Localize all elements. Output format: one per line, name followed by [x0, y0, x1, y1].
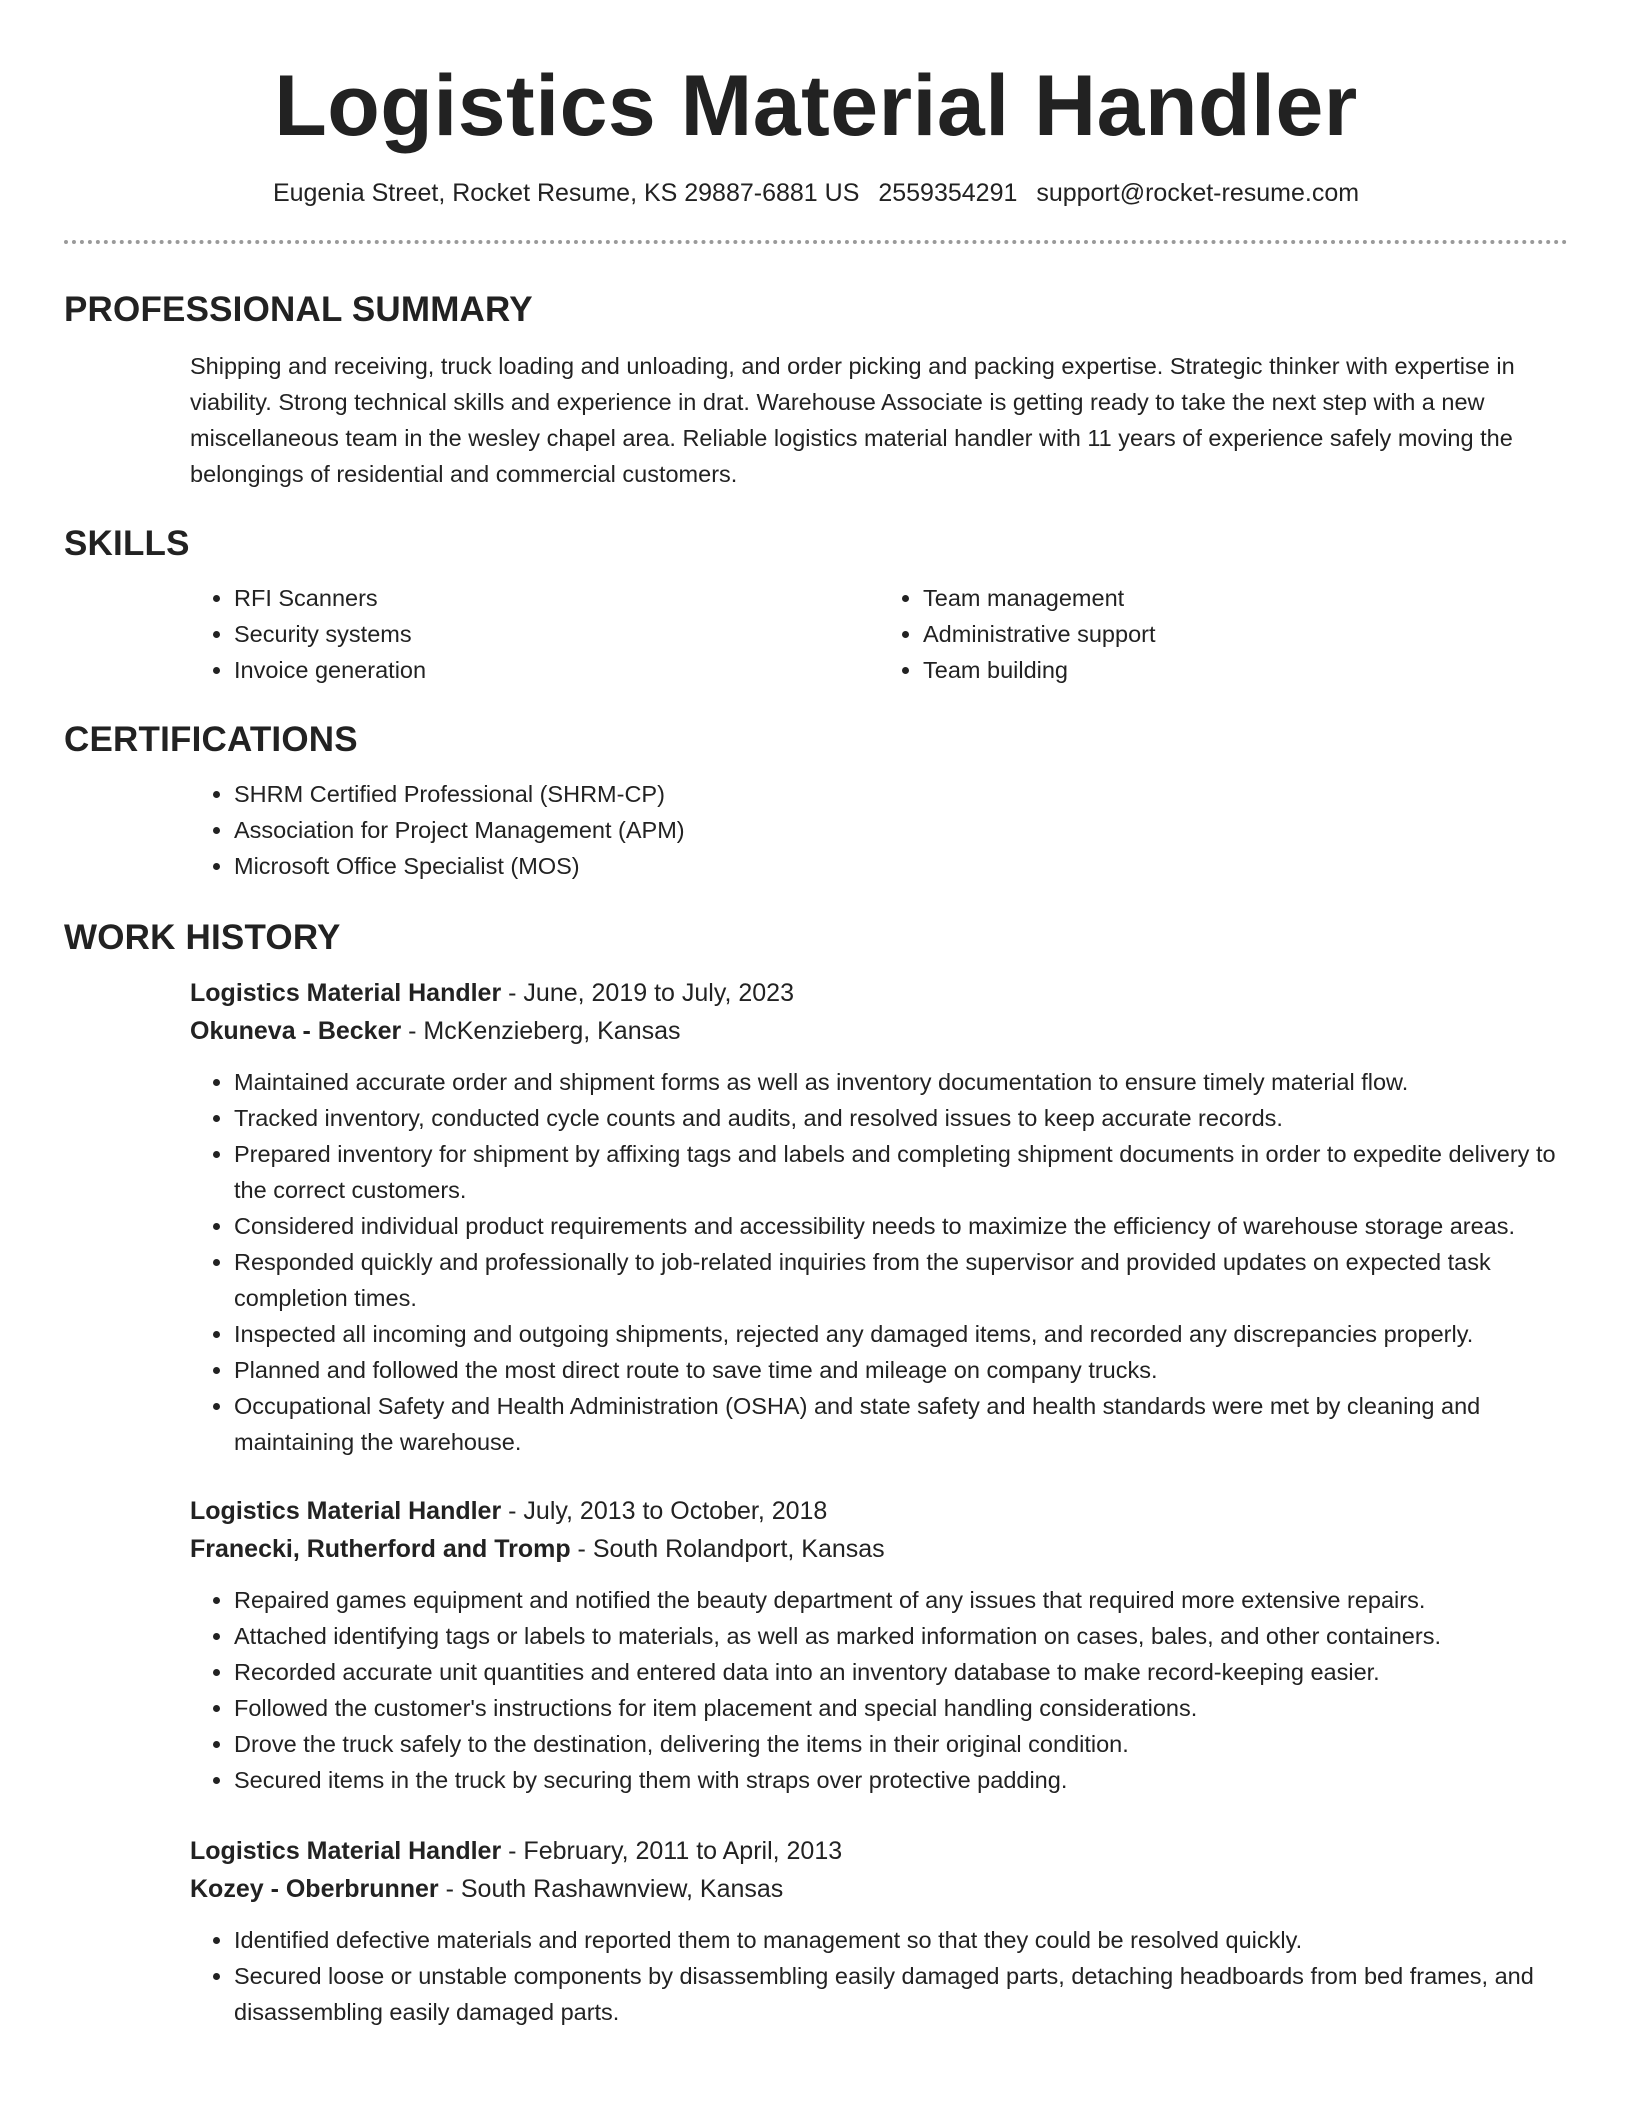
job-duties	[190, 1064, 1568, 1460]
certification-item: • Association for Project Management (APM)	[234, 812, 1568, 848]
skills-list	[190, 580, 1568, 688]
certification-item: • Microsoft Office Specialist (MOS)	[234, 848, 1568, 884]
job-title: Logistics Material Handler	[190, 979, 502, 1007]
job-duty: • Secured items in the truck by securing them with straps over protective padding.	[234, 1762, 1568, 1798]
company-line	[190, 1870, 1568, 1908]
skill-item: • Administrative support	[923, 616, 1568, 652]
skills-column-right	[879, 580, 1568, 688]
job-duty: • Responded quickly and professionally to job-related inquiries from the supervisor and provided updates on expected task completion times.	[234, 1244, 1568, 1316]
work-history-heading: WORK HISTORY	[64, 918, 341, 957]
contact-address: Eugenia Street, Rocket Resume, KS 29887-6881 US	[272, 179, 860, 207]
skills-heading: SKILLS	[64, 524, 190, 563]
job-title-line	[190, 1832, 1568, 1870]
job-duty: • Drove the truck safely to the destination, delivering the items in their original condition.	[234, 1726, 1568, 1762]
job-dates: - July, 2013 to October, 2018	[501, 1497, 828, 1525]
job-dates: - February, 2011 to April, 2013	[501, 1837, 843, 1865]
skill-item: • Team building	[923, 652, 1568, 688]
skill-item: • RFI Scanners	[234, 580, 879, 616]
job-duty: • Prepared inventory for shipment by affixing tags and labels and completing shipment documents in order to expedite delivery to the correct customers.	[234, 1136, 1568, 1208]
job-title: Logistics Material Handler	[190, 1837, 502, 1865]
job-duty: • Repaired games equipment and notified the beauty department of any issues that required more extensive repairs.	[234, 1582, 1568, 1618]
company-location: - South Rolandport, Kansas	[570, 1535, 885, 1563]
job-duty: • Occupational Safety and Health Administration (OSHA) and state safety and health standards were met by cleaning and maintaining the warehouse.	[234, 1388, 1568, 1460]
job-title-line	[190, 1492, 1568, 1530]
job-entry	[190, 1832, 1568, 2030]
skill-item: • Team management	[923, 580, 1568, 616]
skills-column-left	[190, 580, 879, 688]
company-line	[190, 1012, 1568, 1050]
company-name: Okuneva - Becker	[190, 1017, 402, 1045]
contact-info	[64, 176, 1568, 210]
job-duty: • Inspected all incoming and outgoing shipments, rejected any damaged items, and recorded any discrepancies properly.	[234, 1316, 1568, 1352]
skill-item: • Security systems	[234, 616, 879, 652]
job-duty: • Identified defective materials and reported them to management so that they could be resolved quickly.	[234, 1922, 1568, 1958]
job-entry	[190, 974, 1568, 1460]
job-duty: • Followed the customer's instructions for item placement and special handling considerations.	[234, 1690, 1568, 1726]
job-duty: • Considered individual product requirements and accessibility needs to maximize the efficiency of warehouse storage areas.	[234, 1208, 1568, 1244]
job-duty: • Attached identifying tags or labels to materials, as well as marked information on cases, bales, and other containers.	[234, 1618, 1568, 1654]
job-duties	[190, 1922, 1568, 2030]
job-title: Logistics Material Handler	[190, 1497, 502, 1525]
job-duty: • Maintained accurate order and shipment forms as well as inventory documentation to ensure timely material flow.	[234, 1064, 1568, 1100]
company-line	[190, 1530, 1568, 1568]
summary-heading: PROFESSIONAL SUMMARY	[64, 290, 533, 329]
company-location: - McKenzieberg, Kansas	[401, 1017, 681, 1045]
job-duty: • Tracked inventory, conducted cycle counts and audits, and resolved issues to keep accurate records.	[234, 1100, 1568, 1136]
certifications-heading: CERTIFICATIONS	[64, 720, 358, 759]
header-divider	[64, 240, 1568, 244]
job-duty: • Secured loose or unstable components by disassembling easily damaged parts, detaching headboards from bed frames, and disassembling easily damaged parts.	[234, 1958, 1568, 2030]
summary-text: Shipping and receiving, truck loading and unloading, and order picking and packing expertise. Strategic thinker with expertise in viability. Strong technical skills and experience in drat. Warehouse Associate is getting ready to take the next step with a new miscellaneous team in the wesley chapel area. Reliable logistics material handler with 11 years of experience safely moving the belongings of residential and commercial customers.	[190, 353, 1515, 487]
company-location: - South Rashawnview, Kansas	[438, 1875, 784, 1903]
company-name: Kozey - Oberbrunner	[190, 1875, 439, 1903]
job-duty: • Recorded accurate unit quantities and entered data into an inventory database to make record-keeping easier.	[234, 1654, 1568, 1690]
job-duty: • Planned and followed the most direct route to save time and mileage on company trucks.	[234, 1352, 1568, 1388]
contact-email: support@rocket-resume.com	[1036, 179, 1360, 207]
certifications-list	[190, 776, 1568, 884]
company-name: Franecki, Rutherford and Tromp	[190, 1535, 571, 1563]
certification-item: • SHRM Certified Professional (SHRM-CP)	[234, 776, 1568, 812]
contact-phone: 2559354291	[878, 179, 1018, 207]
job-duties	[190, 1582, 1568, 1798]
resume-page	[64, 0, 1568, 2030]
job-title-line	[190, 974, 1568, 1012]
resume-name: Logistics Material Handler	[274, 58, 1358, 154]
job-dates: - June, 2019 to July, 2023	[501, 979, 794, 1007]
skill-item: • Invoice generation	[234, 652, 879, 688]
job-entry	[190, 1492, 1568, 1798]
